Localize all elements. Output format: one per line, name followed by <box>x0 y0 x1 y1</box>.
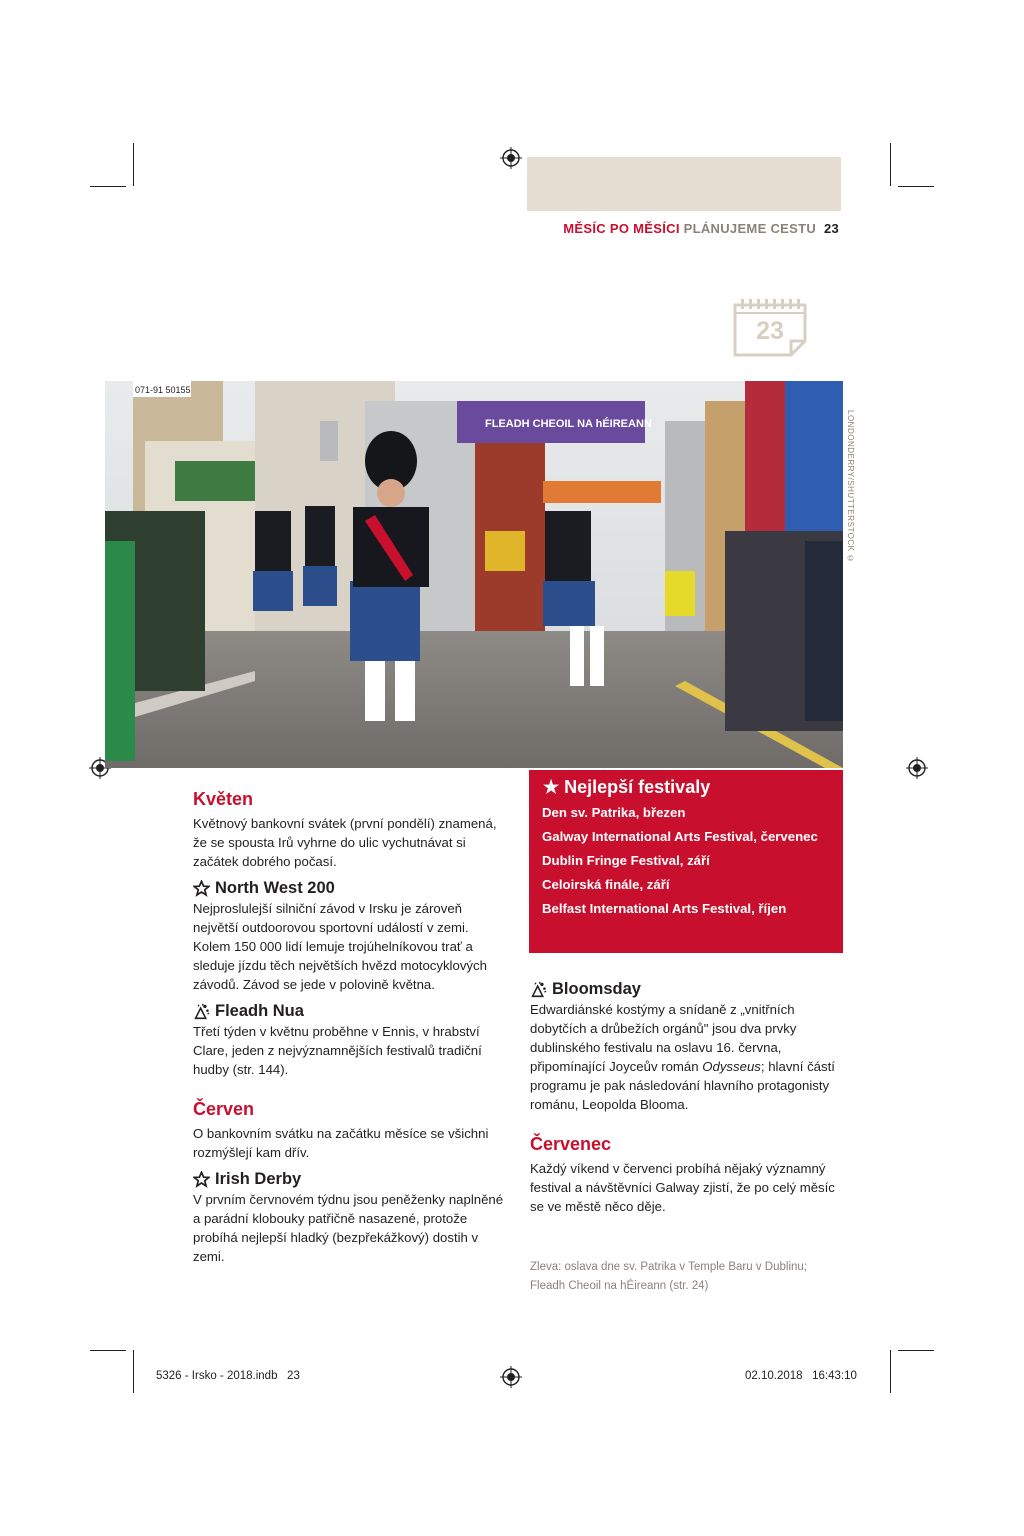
page-number: 23 <box>823 221 839 236</box>
north-west-200-text: Nejproslulejší silniční závod v Irsku je zároveň největší outdoorovou sportovní událostí v zemi. Kolem 150 000 lidí lemuje trojúhelníkovou trať a sleduje jízdu těch největších hvězd motocyklových závodů. Závod se jede v polovině května. <box>193 901 487 992</box>
star-outline-icon <box>193 880 210 897</box>
may-text: Květnový bankovní svátek (první pondělí) znamená, že se spousta Irů vyhrne do ulic vychutnávat si začátek dobrého počasí. <box>193 816 497 869</box>
parade-photo <box>105 381 843 768</box>
calendar-icon <box>733 297 809 359</box>
june-text: O bankovním svátku na začátku měsíce se všichni rozmýšlejí kam dřív. <box>193 1126 489 1160</box>
festival-icon <box>530 981 547 998</box>
best-festivals-box <box>529 770 843 953</box>
crop-mark <box>890 143 891 186</box>
registration-mark-icon <box>906 757 928 779</box>
slug-file-name: 5326 - Irsko - 2018.indb 23 <box>156 1370 300 1382</box>
shop-sign-text: 071-91 50155 <box>135 385 191 395</box>
crop-mark <box>890 1350 891 1393</box>
month-heading-may: Květen <box>193 789 254 809</box>
event-title: North West 200 <box>215 879 335 897</box>
fleadh-nua-text: Třetí týden v květnu proběhne v Ennis, v hrabství Clare, jeden z nejvýznamnějších festivalů tradiční hudby (str. 144). <box>193 1024 482 1077</box>
crop-mark <box>898 186 934 187</box>
bloomsday-text: Edwardiánské kostýmy a snídaně z „vnitřních dobytčích a drůbežích orgánů" jsou dva prvky dublinského festivalu na oslavu 16. června, připomínající Joyceův román Odysseus; hlavní částí programu je pak následování hlavního protagonisty románu, Leopolda Blooma. <box>530 1002 835 1112</box>
star-outline-icon <box>193 1171 210 1188</box>
running-head-chapter: PLÁNUJEME CESTU <box>683 221 817 236</box>
running-head <box>563 221 839 236</box>
calendar-day: 23 <box>756 317 784 345</box>
registration-mark-icon <box>500 147 522 169</box>
festival-item: Galway International Arts Festival, červenec <box>542 829 818 844</box>
event-title: Irish Derby <box>215 1170 302 1188</box>
event-title-bloomsday <box>530 980 835 999</box>
festival-item: Celoirská finále, září <box>542 877 670 892</box>
festival-icon <box>193 1003 210 1020</box>
festival-item: Dublin Fringe Festival, září <box>542 853 710 868</box>
month-heading-june: Červen <box>193 1099 255 1119</box>
left-column <box>193 789 508 1274</box>
festival-item: Belfast International Arts Festival, říjen <box>542 901 787 916</box>
july-text: Každý víkend v červenci probíhá nějaký významný festival a návštěvníci Galway zjistí, že po celý měsíc se ve městě něco děje. <box>530 1161 835 1214</box>
crop-mark <box>133 143 134 186</box>
running-head-section: MĚSÍC PO MĚSÍCI <box>563 221 680 236</box>
irish-derby-text: V prvním červnovém týdnu jsou peněženky naplněné a parádní klobouky patřičně nasazené, protože probíhá nejlepší hladký (bezpřekážkový) dostih v zemi. <box>193 1192 504 1264</box>
right-column <box>530 980 835 1224</box>
header-tan-block <box>527 157 841 211</box>
festival-item: Den sv. Patrika, březen <box>542 805 686 820</box>
event-title: Bloomsday <box>552 980 641 998</box>
crop-mark <box>90 186 126 187</box>
event-title-fleadh-nua <box>193 1002 508 1021</box>
photo-credit: LONDONDERRY/SHUTTERSTOCK © <box>846 410 855 564</box>
banner-text: FLEADH CHEOIL NA hÉIREANN <box>485 418 652 430</box>
crop-mark <box>133 1350 134 1393</box>
month-heading-july: Červenec <box>530 1134 612 1154</box>
event-title-north-west-200 <box>193 879 508 898</box>
registration-mark-icon <box>500 1366 522 1388</box>
event-title: Fleadh Nua <box>215 1002 304 1020</box>
festival-list <box>542 804 832 924</box>
crop-mark <box>898 1350 934 1351</box>
event-title-irish-derby <box>193 1170 508 1189</box>
best-festivals-title: ★ Nejlepší festivaly <box>543 777 711 797</box>
crop-mark <box>90 1350 126 1351</box>
slug-timestamp: 02.10.2018 16:43:10 <box>745 1370 857 1382</box>
photo-caption: Zleva: oslava dne sv. Patrika v Temple Baru v Dublinu; Fleadh Cheoil na hÉireann (str. 24) <box>530 1261 807 1292</box>
